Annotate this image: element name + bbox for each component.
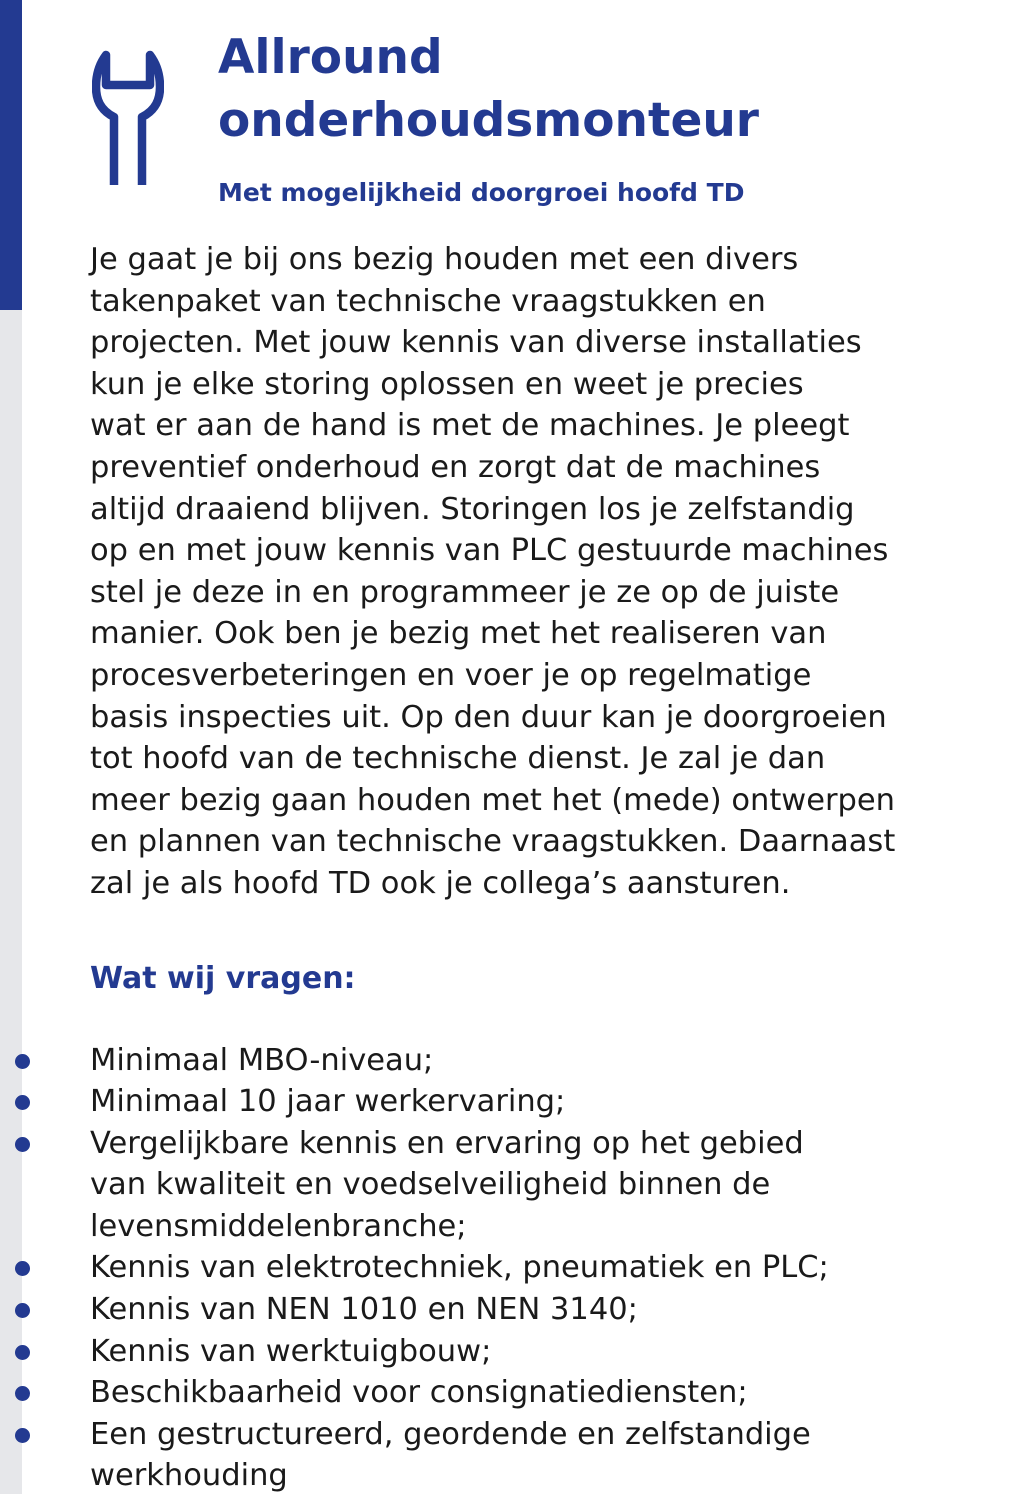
title-line: onderhoudsmonteur [218,93,759,148]
requirements-list [90,1040,1020,1497]
description-line: basis inspecties uit. Op den duur kan je doorgroeien [90,697,1020,739]
list-item-text: levensmiddelenbranche; [90,1206,1020,1248]
list-item-text: Kennis van elektrotechniek, pneumatiek en PLC; [90,1247,1020,1289]
description-line: projecten. Met jouw kennis van diverse installaties [90,322,1020,364]
list-item [90,1081,1020,1123]
bullet-icon [15,1054,30,1069]
bullet-icon [15,1428,30,1443]
list-item [90,1331,1020,1373]
list-item [90,1414,1020,1497]
list-item-text: Beschikbaarheid voor consignatiediensten; [90,1372,1020,1414]
description-line: stel je deze in en programmeer je ze op de juiste [90,572,1020,614]
description-line: en plannen van technische vraagstukken. Daarnaast [90,821,1020,863]
description-line: kun je elke storing oplossen en weet je precies [90,364,1020,406]
list-item-text: Minimaal 10 jaar werkervaring; [90,1081,1020,1123]
job-description [90,239,1020,905]
bullet-icon [15,1261,30,1276]
bullet-icon [15,1303,30,1318]
side-bar-accent [0,0,22,310]
description-line: tot hoofd van de technische dienst. Je zal je dan [90,738,1020,780]
wrench-icon [92,45,164,190]
description-line: manier. Ook ben je bezig met het realiseren van [90,613,1020,655]
description-line: altijd draaiend blijven. Storingen los je zelfstandig [90,489,1020,531]
list-item [90,1040,1020,1082]
description-line: takenpaket van technische vraagstukken en [90,281,1020,323]
description-line: Je gaat je bij ons bezig houden met een divers [90,239,1020,281]
page-title [218,26,998,152]
list-item-text: werkhouding [90,1455,1020,1497]
page-subtitle: Met mogelijkheid doorgroei hoofd TD [218,177,744,209]
list-item-text: Vergelijkbare kennis en ervaring op het gebied [90,1123,1020,1165]
title-line: Allround [218,30,443,85]
list-item-text: Kennis van werktuigbouw; [90,1331,1020,1373]
list-item [90,1372,1020,1414]
bullet-icon [15,1137,30,1152]
requirements-heading: Wat wij vragen: [90,959,1020,999]
bullet-icon [15,1095,30,1110]
list-item [90,1123,1020,1248]
bullet-icon [15,1345,30,1360]
description-line: procesverbeteringen en voer je op regelmatige [90,655,1020,697]
description-line: wat er aan de hand is met de machines. Je pleegt [90,405,1020,447]
list-item-text: Kennis van NEN 1010 en NEN 3140; [90,1289,1020,1331]
description-line: meer bezig gaan houden met het (mede) ontwerpen [90,780,1020,822]
list-item [90,1289,1020,1331]
list-item-text: van kwaliteit en voedselveiligheid binnen de [90,1164,1020,1206]
description-line: preventief onderhoud en zorgt dat de machines [90,447,1020,489]
list-item-text: Een gestructureerd, geordende en zelfstandige [90,1414,1020,1456]
list-item [90,1247,1020,1289]
bullet-icon [15,1386,30,1401]
main-content [90,239,1020,1497]
description-line: op en met jouw kennis van PLC gestuurde machines [90,530,1020,572]
list-item-text: Minimaal MBO-niveau; [90,1040,1020,1082]
description-line: zal je als hoofd TD ook je collega’s aansturen. [90,863,1020,905]
